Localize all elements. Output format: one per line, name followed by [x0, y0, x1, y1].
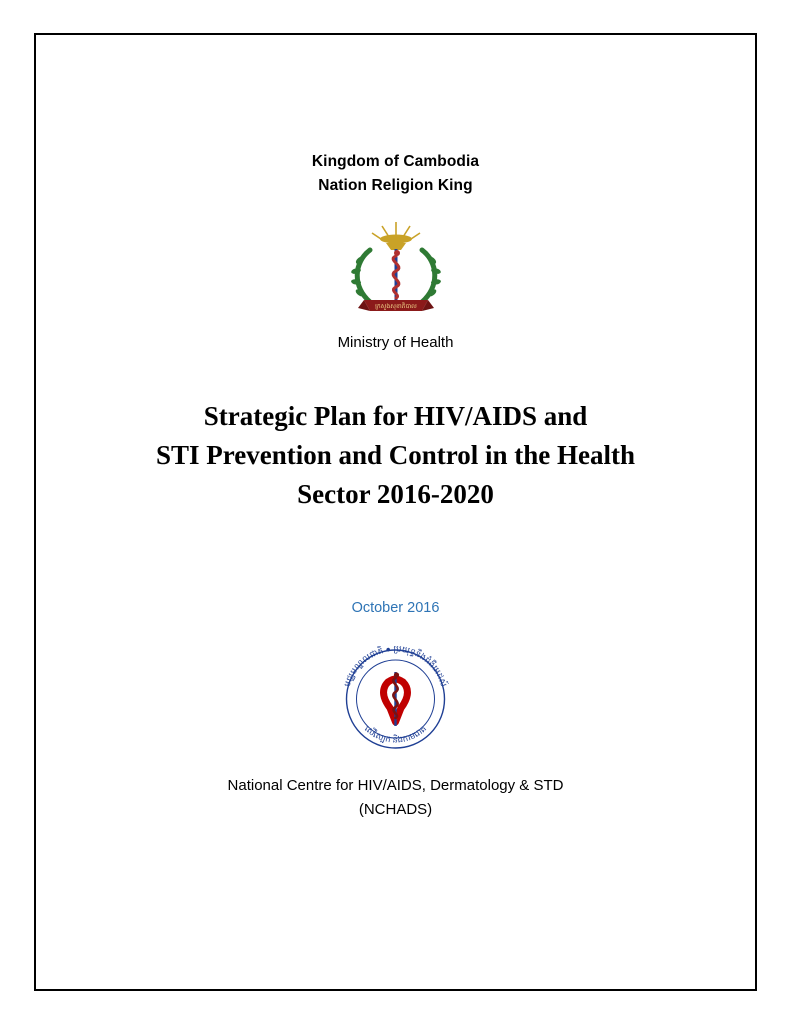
organization-name	[228, 774, 564, 822]
country-heading-line2: Nation Religion King	[318, 177, 473, 195]
publication-date: October 2016	[351, 600, 440, 617]
country-heading-line1: Kingdom of Cambodia	[311, 153, 480, 170]
organization-line2: (NCHADS)	[358, 801, 433, 819]
svg-text:មជ្ឈមណ្ឌលជាតិ ● ប្រយុទ្ធនឹងជំង: មជ្ឈមណ្ឌលជាតិ ● ប្រយុទ្ធនឹងជំងឺអេដស៍	[341, 643, 450, 689]
ministry-caption: Ministry of Health	[337, 334, 454, 352]
svg-text:សើស្បែក និងកាមរោគ: សើស្បែក និងកាមរោគ	[362, 723, 429, 745]
organization-line1: National Centre for HIV/AIDS, Dermatology & STD	[227, 777, 564, 795]
page-title	[76, 397, 716, 514]
cover-content	[36, 35, 755, 989]
country-heading	[312, 150, 479, 198]
nchads-aids-ribbon-logo-icon	[328, 638, 463, 760]
svg-text:ក្រសួងសុខាភិបាល: ក្រសួងសុខាភិបាល	[374, 304, 417, 311]
page-title-line3: Sector 2016-2020	[297, 479, 494, 510]
page-title-line1: Strategic Plan for HIV/AIDS and	[203, 401, 588, 432]
page-title-line2: STI Prevention and Control in the Health	[155, 440, 636, 471]
ministry-emblem	[326, 216, 466, 324]
nchads-logo	[328, 638, 463, 760]
cambodia-ministry-of-health-emblem-icon	[326, 216, 466, 324]
